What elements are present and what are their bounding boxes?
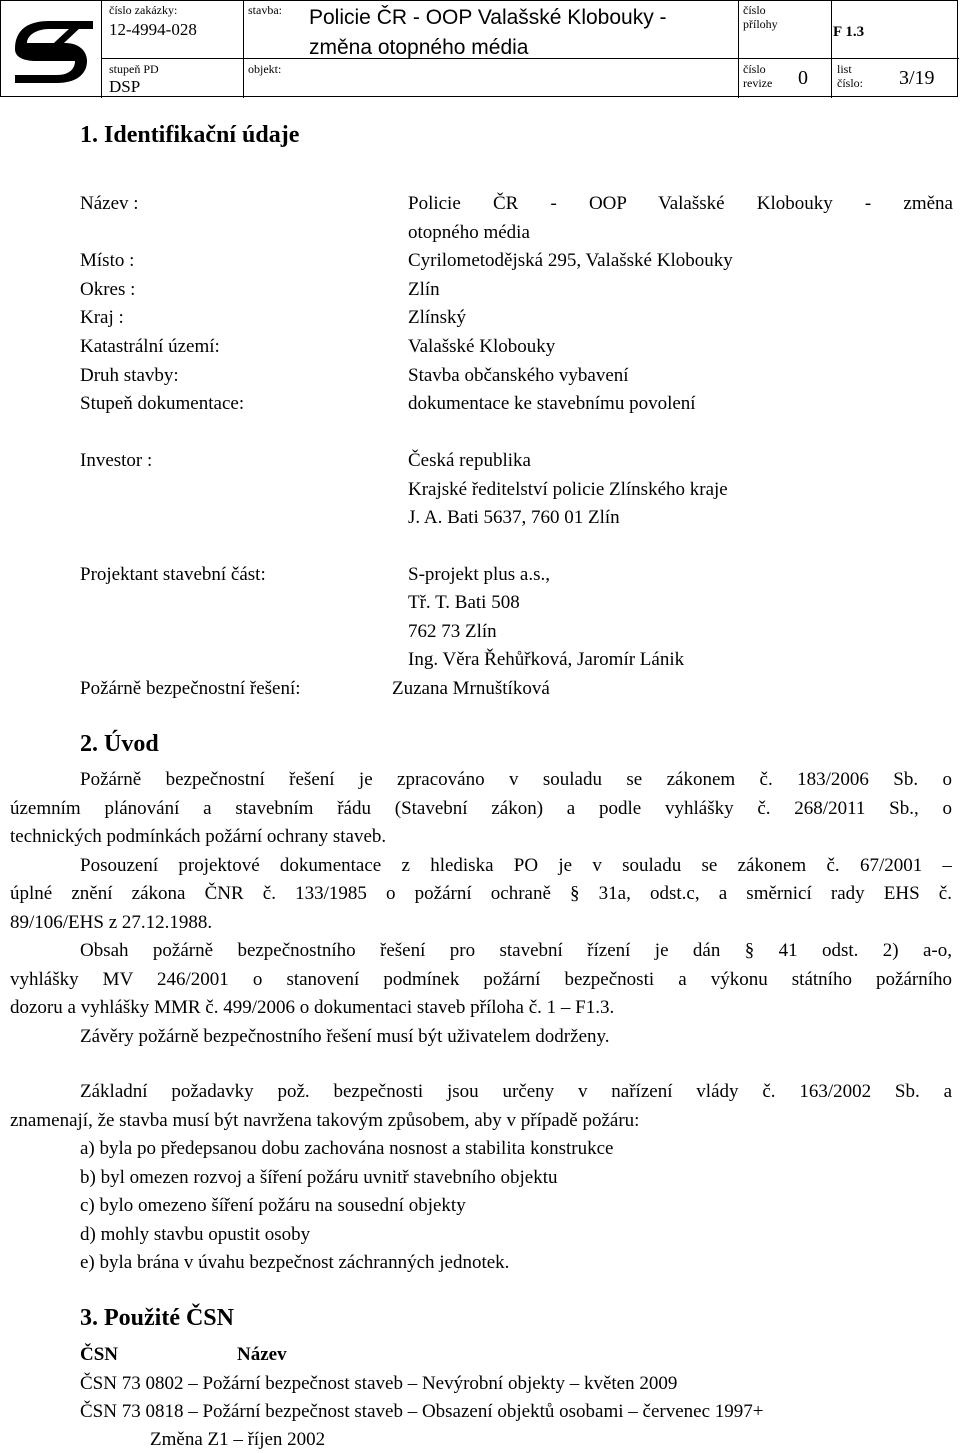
text-line: 89/106/EHS z 27.12.1988. xyxy=(10,911,213,933)
stupen-label: stupeň PD xyxy=(109,62,159,76)
section-3-heading: 3. Použité ČSN xyxy=(80,1305,234,1331)
id-label: Stupeň dokumentace: xyxy=(80,393,245,414)
list-item: e) byla brána v úvahu bezpečnost záchranných jednotek. xyxy=(80,1252,510,1273)
intro-paragraph xyxy=(10,766,952,1051)
standard-row: Změna Z1 – říjen 2002 xyxy=(150,1429,326,1450)
id-value: 762 73 Zlín xyxy=(408,621,497,642)
list-label-2: číslo: xyxy=(837,76,863,90)
standard-row: ČSN 73 0802 – Požární bezpečnost staveb – Nevýrobní objekty – květen 2009 xyxy=(80,1373,678,1394)
id-label: Katastrální území: xyxy=(80,336,220,357)
list-value: 3/19 xyxy=(899,67,935,89)
zakazka-label: číslo zakázky: xyxy=(109,3,178,17)
text-line: úplné znění zákona ČNR č. 133/1985 o požární ochraně § 31a, odst.c, a směrnicí rady EHS č. xyxy=(10,883,952,904)
id-label: Druh stavby: xyxy=(80,365,179,386)
prilohy-label-1: číslo xyxy=(743,3,766,17)
prilohy-value: F 1.3 xyxy=(833,24,865,40)
id-value: S-projekt plus a.s., xyxy=(408,564,550,585)
zakazka-value: 12-4994-028 xyxy=(109,20,197,39)
id-value: Tř. T. Bati 508 xyxy=(408,592,520,613)
prilohy-label-2: přílohy xyxy=(743,17,778,31)
section-2-heading: 2. Úvod xyxy=(80,731,159,757)
objekt-label: objekt: xyxy=(248,62,282,76)
id-label: Okres : xyxy=(80,279,136,300)
id-label: Místo : xyxy=(80,250,135,271)
section-1-heading: 1. Identifikační údaje xyxy=(80,122,300,148)
text-line: Posouzení projektové dokumentace z hlediska PO je v souladu se zákonem č. 67/2001 – xyxy=(80,854,952,876)
name-column-header: Název xyxy=(237,1344,287,1365)
id-value: J. A. Bati 5637, 760 01 Zlín xyxy=(408,507,620,528)
text-line: územním plánování a stavebním řádu (Stavební zákon) a podle vyhlášky č. 268/2011 Sb., o xyxy=(10,797,952,819)
id-label: Název : xyxy=(80,193,139,214)
list-item: d) mohly stavbu opustit osoby xyxy=(80,1223,311,1245)
id-value: Cyrilometodějská 295, Valašské Klobouky xyxy=(408,250,733,271)
text-line: Základní požadavky pož. bezpečnosti jsou určeny v nařízení vlády č. 163/2002 Sb. a xyxy=(80,1081,952,1102)
company-logo-icon xyxy=(9,9,95,89)
list-item: b) byl omezen rozvoj a šíření požáru uvnitř stavebního objektu xyxy=(80,1166,558,1188)
id-label: Požárně bezpečnostní řešení: xyxy=(80,678,301,699)
id-value: Valašské Klobouky xyxy=(408,336,556,357)
id-value: Krajské ředitelství policie Zlínského kraje xyxy=(408,479,728,500)
text-line: Obsah požárně bezpečnostního řešení pro stavební řízení je dán § 41 odst. 2) a-o, xyxy=(80,940,952,961)
id-value: Ing. Věra Řehůřková, Jaromír Lánik xyxy=(408,649,685,670)
id-value: Stavba občanského vybavení xyxy=(408,365,629,386)
text-line: Požárně bezpečnostní řešení je zpracováno v souladu se zákonem č. 183/2006 Sb. o xyxy=(80,769,952,790)
text-line: Závěry požárně bezpečnostního řešení musí být uživatelem dodrženy. xyxy=(80,1025,610,1047)
list-label-1: list xyxy=(837,62,852,76)
list-item: a) byla po předepsanou dobu zachována nosnost a stabilita konstrukce xyxy=(80,1138,614,1159)
id-label: Projektant stavební část: xyxy=(80,564,266,585)
standard-row: ČSN 73 0818 – Požární bezpečnost staveb – Obsazení objektů osobami – červenec 1997+ xyxy=(80,1401,764,1422)
stavba-value-2: změna otopného média xyxy=(309,36,529,59)
id-value: Česká republika xyxy=(408,450,531,471)
id-value: Zlínský xyxy=(408,307,467,328)
text-line: znamenají, že stavba musí být navržena takovým způsobem, aby v případě požáru: xyxy=(10,1109,640,1131)
text-line: technických podmínkách požární ochrany staveb. xyxy=(10,826,387,847)
id-value: Policie ČR - OOP Valašské Klobouky - změna xyxy=(408,193,953,214)
title-block xyxy=(0,0,958,97)
revize-value: 0 xyxy=(798,67,808,89)
requirements-paragraph xyxy=(10,1078,952,1278)
revize-label-1: číslo xyxy=(743,62,766,76)
text-line: vyhlášky MV 246/2001 o stanovení podmínek požární bezpečnosti a výkonu státního požárního xyxy=(10,968,952,990)
stupen-value: DSP xyxy=(109,77,141,96)
id-label: Kraj : xyxy=(80,307,124,328)
stavba-value-1: Policie ČR - OOP Valašské Klobouky - xyxy=(309,6,667,29)
csn-column-header: ČSN xyxy=(80,1344,119,1365)
id-value: Zuzana Mrnuštíková xyxy=(392,678,550,699)
id-label: Investor : xyxy=(80,450,153,471)
text-line: dozoru a vyhlášky MMR č. 499/2006 o dokumentaci staveb příloha č. 1 – F1.3. xyxy=(10,997,615,1018)
id-value: Zlín xyxy=(408,279,440,300)
stavba-label: stavba: xyxy=(248,3,282,17)
revize-label-2: revize xyxy=(743,76,773,90)
id-value: dokumentace ke stavebnímu povolení xyxy=(408,393,696,414)
id-value: otopného média xyxy=(408,222,530,243)
list-item: c) bylo omezeno šíření požáru na sousední objekty xyxy=(80,1195,466,1216)
